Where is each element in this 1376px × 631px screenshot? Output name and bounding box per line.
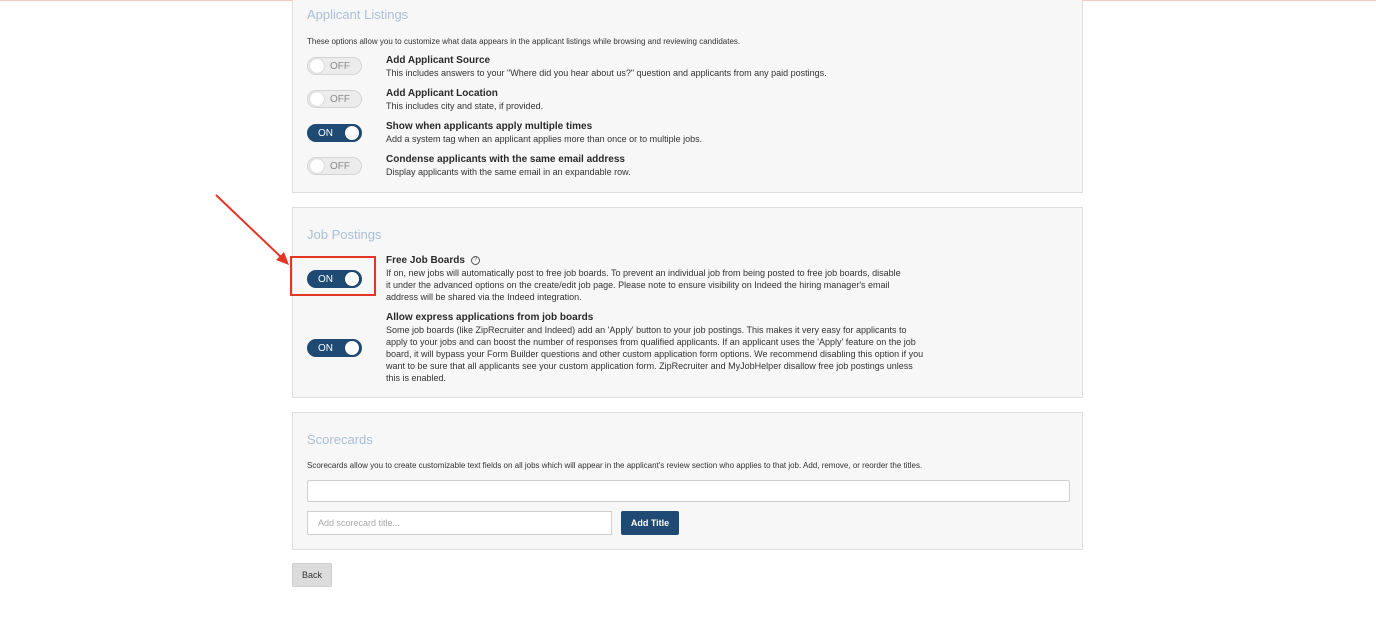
scorecard-title-input[interactable] <box>307 511 612 535</box>
setting-description: Display applicants with the same email in an expandable row. <box>386 167 631 177</box>
setting-description: This includes city and state, if provided. <box>386 101 544 111</box>
toggle-knob <box>310 92 324 106</box>
toggle-add-applicant-location[interactable] <box>307 90 362 108</box>
toggle-state-label: ON <box>318 343 333 354</box>
toggle-state-label: OFF <box>330 94 350 105</box>
free-job-boards-title: Free Job Boards <box>386 255 465 266</box>
toggle-add-applicant-source[interactable] <box>307 57 362 75</box>
scorecards-title: Scorecards <box>307 432 373 447</box>
setting-title: Add Applicant Source <box>386 55 491 66</box>
back-button[interactable]: Back <box>292 563 332 587</box>
toggle-state-label: ON <box>318 274 333 285</box>
setting-description: If on, new jobs will automatically post to free job boards. To prevent an individual job from being posted to free job boards, disable it under the advanced options on the create/edit job page. Please note to ensure visibility on Indeed the hiring manager's email address will be shared via the Indeed integration. <box>386 268 901 302</box>
setting-description: This includes answers to your "Where did you hear about us?" question and applicants from any paid postings. <box>386 68 827 78</box>
setting-title <box>386 255 480 266</box>
setting-title: Allow express applications from job boards <box>386 312 594 323</box>
toggle-state-label: OFF <box>330 61 350 72</box>
toggle-knob <box>345 341 359 355</box>
job-postings-panel <box>292 207 1083 398</box>
toggle-show-multiple-applications[interactable] <box>307 124 362 142</box>
scorecards-description: Scorecards allow you to create customizable text fields on all jobs which will appear in the applicant's review section who applies to that job. Add, remove, or reorder the titles. <box>307 461 923 470</box>
annotation-arrow-icon <box>210 190 292 268</box>
applicant-listings-title: Applicant Listings <box>307 7 409 22</box>
applicant-listings-description: These options allow you to customize what data appears in the applicant listings while browsing and reviewing candidates. <box>307 37 741 46</box>
toggle-condense-same-email[interactable] <box>307 157 362 175</box>
scorecard-titles-list[interactable] <box>307 480 1070 502</box>
toggle-state-label: OFF <box>330 161 350 172</box>
help-icon[interactable]: ? <box>471 256 480 265</box>
applicant-listings-panel <box>292 0 1083 193</box>
toggle-knob <box>310 59 324 73</box>
setting-title: Show when applicants apply multiple times <box>386 121 593 132</box>
setting-title: Add Applicant Location <box>386 88 498 99</box>
add-title-button[interactable]: Add Title <box>621 511 679 535</box>
toggle-express-applications[interactable] <box>307 339 362 357</box>
job-postings-title: Job Postings <box>307 227 382 242</box>
annotation-highlight-box <box>290 256 376 296</box>
toggle-state-label: ON <box>318 128 333 139</box>
toggle-knob <box>310 159 324 173</box>
setting-title: Condense applicants with the same email address <box>386 154 625 165</box>
setting-description: Add a system tag when an applicant applies more than once or to multiple jobs. <box>386 134 703 144</box>
setting-description: Some job boards (like ZipRecruiter and Indeed) add an 'Apply' button to your job postings. This makes it very easy for applicants to apply to your jobs and can boost the number of responses from qualified applicants. If an applicant uses the 'Apply' feature on the job board, it will bypass your Form Builder questions and other custom application form options. We recommend disabling this option if you want to be sure that all applicants see your custom application form. ZipRecruiter and MyJobHelper disallow free job postings unless this is enabled. <box>386 325 924 383</box>
toggle-knob <box>345 126 359 140</box>
